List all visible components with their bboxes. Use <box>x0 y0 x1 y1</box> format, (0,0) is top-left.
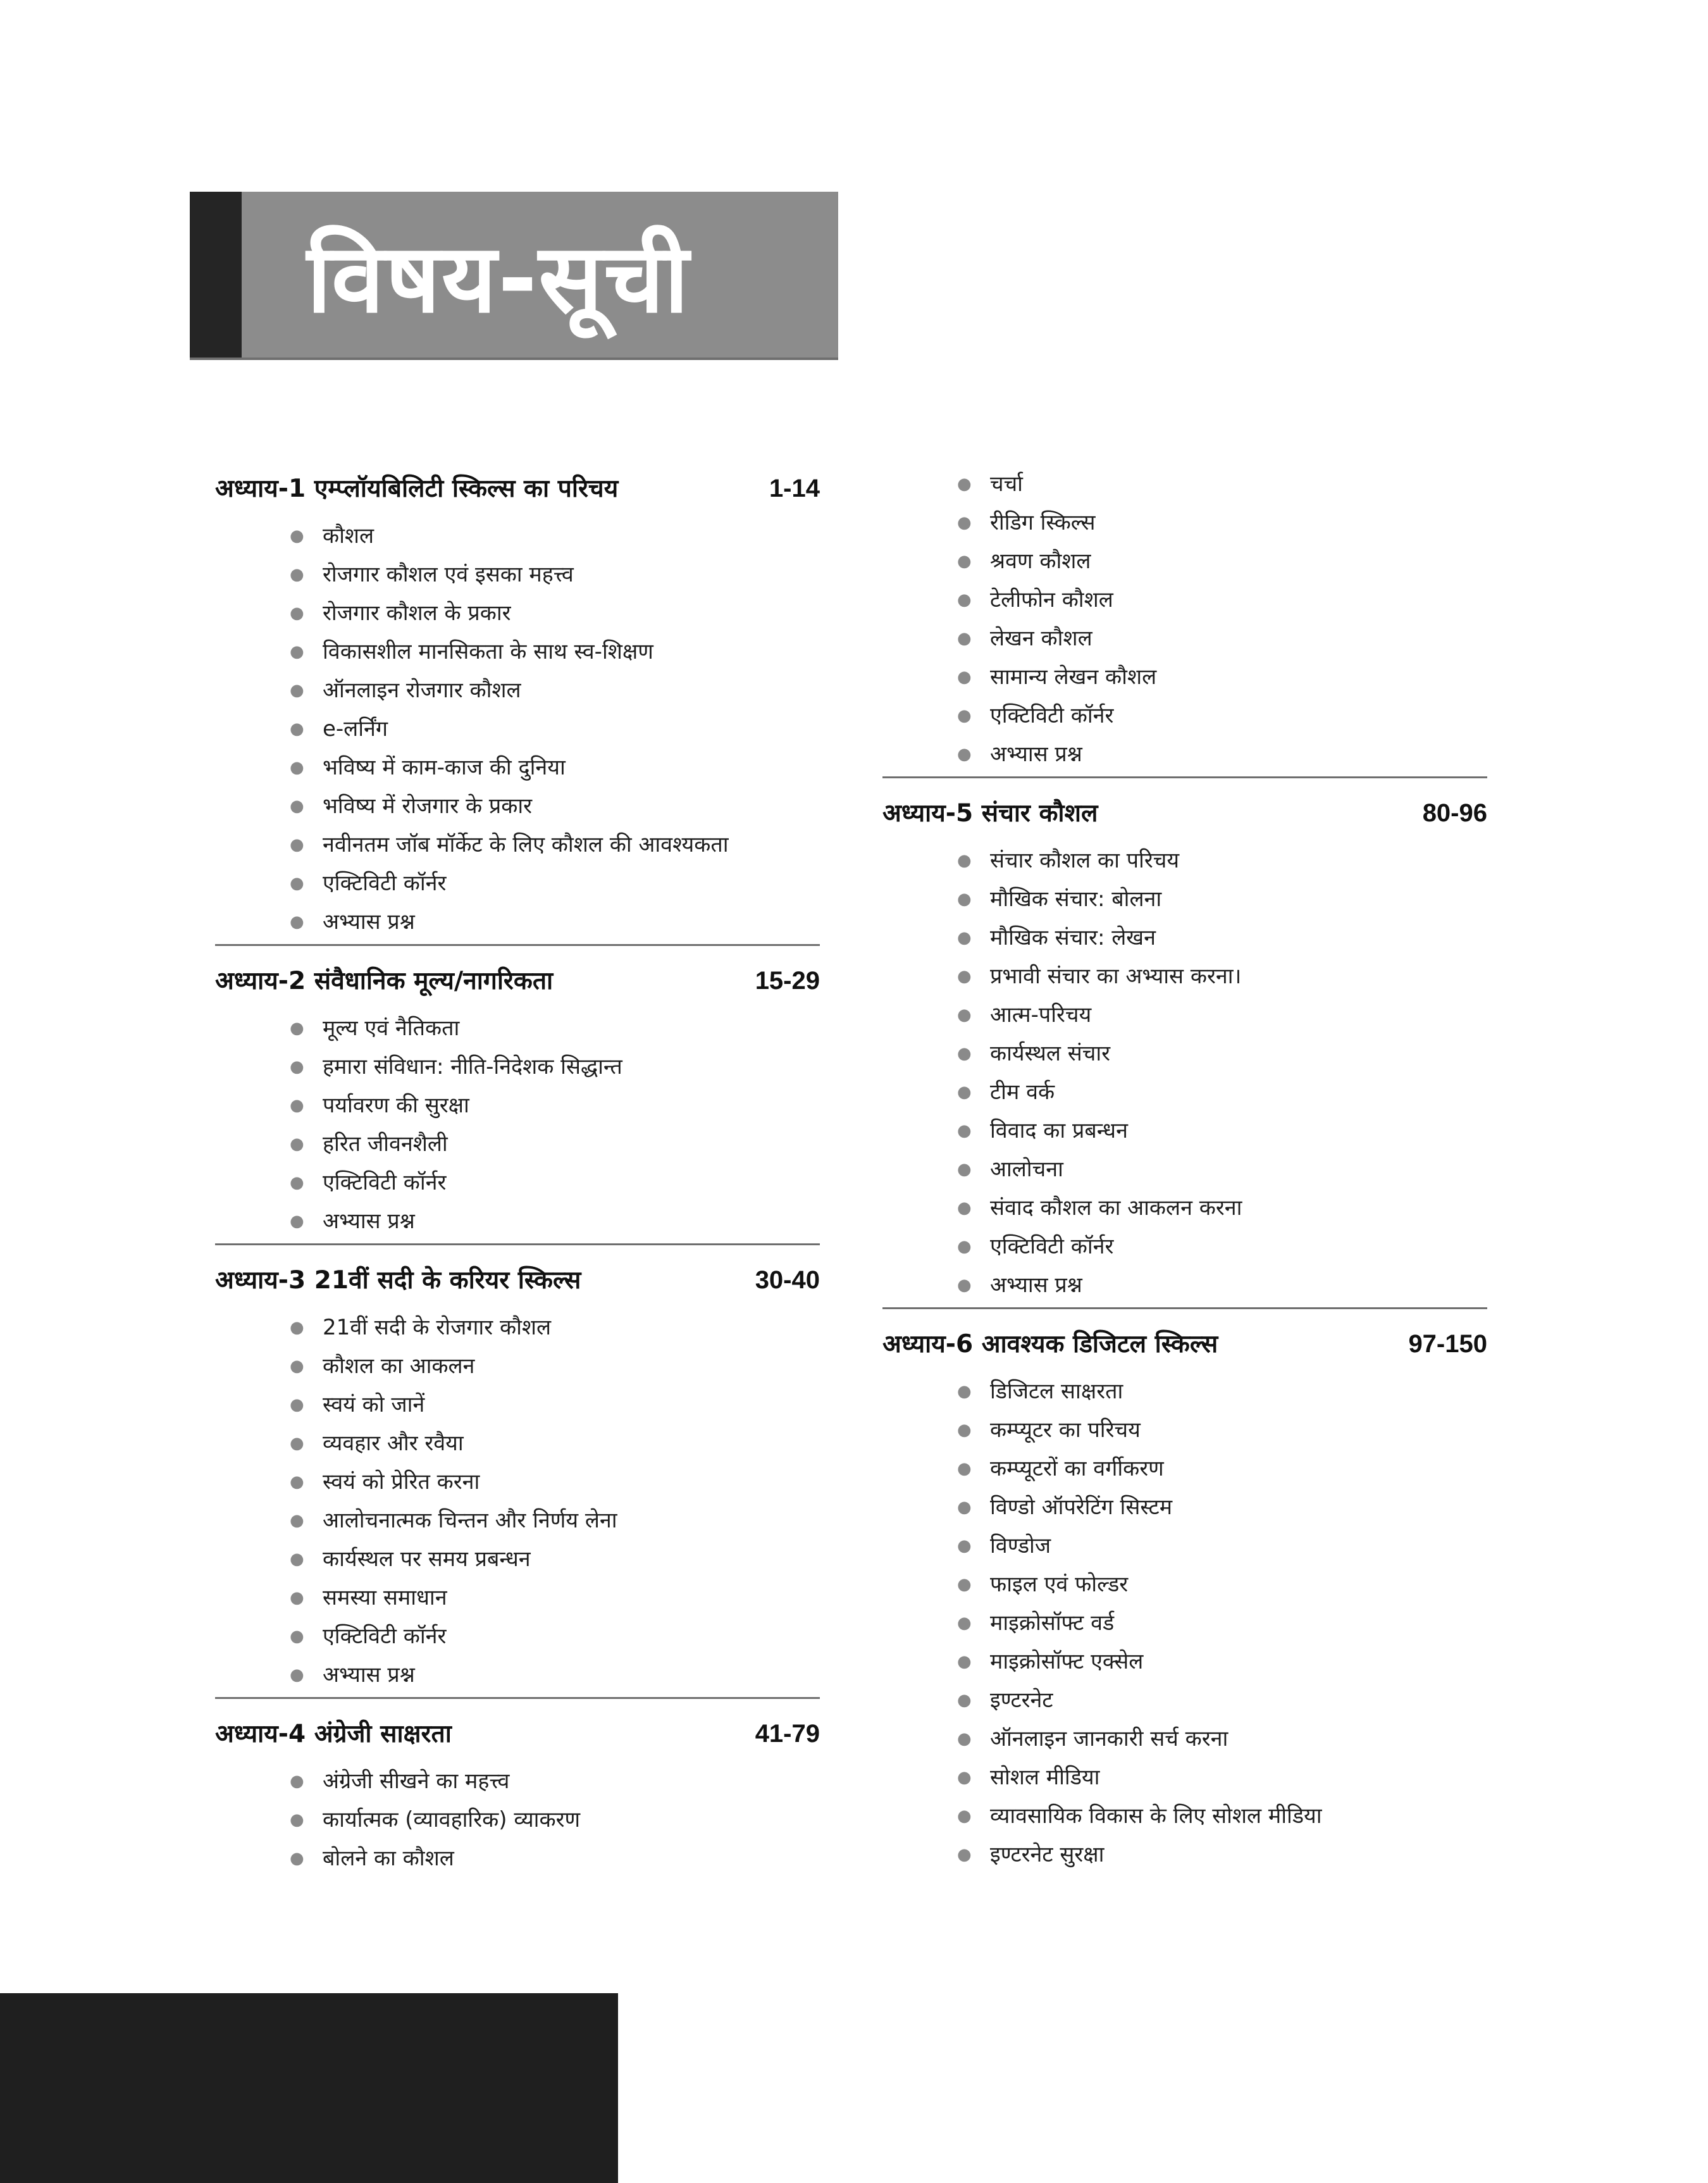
bullet-icon: ● <box>957 745 972 764</box>
title-banner-bar <box>190 192 242 358</box>
chapter-heading-row <box>215 1263 820 1297</box>
right-column <box>882 465 1487 1874</box>
bullet-icon: ● <box>290 1472 304 1491</box>
topic-item: ● आत्म-परिचय <box>990 996 1487 1035</box>
topic-list <box>882 465 1487 774</box>
topic-item: ● रोजगार कौशल के प्रकार <box>323 594 820 633</box>
bullet-icon: ● <box>957 629 972 648</box>
bullet-icon: ● <box>957 1498 972 1517</box>
topic-item: ● एक्टिविटी कॉर्नर <box>323 1164 820 1202</box>
topic-item: ● 21वीं सदी के रोजगार कौशल <box>323 1309 820 1347</box>
footer-decorative-block <box>0 1993 618 2183</box>
bullet-icon: ● <box>957 1652 972 1671</box>
topic-item: ● विकासशील मानसिकता के साथ स्व-शिक्षण <box>323 633 820 671</box>
bullet-icon: ● <box>957 1691 972 1710</box>
topic-item: ● e-लर्निंग <box>323 710 820 749</box>
topic-item: ● माइक्रोसॉफ्ट एक्सेल <box>990 1643 1487 1681</box>
topic-item: ● भविष्य में रोजगार के प्रकार <box>323 787 820 826</box>
topic-item: ● कम्प्यूटरों का वर्गीकरण <box>990 1450 1487 1488</box>
chapter-title: अध्याय-3 21वीं सदी के करियर स्किल्स <box>215 1266 581 1295</box>
topic-item: ● बोलने का कौशल <box>323 1839 820 1878</box>
topic-item: ● डिजिटल साक्षरता <box>990 1372 1487 1411</box>
topic-item: ● स्वयं को प्रेरित करना <box>323 1463 820 1502</box>
bullet-icon: ● <box>290 912 304 931</box>
chapter-4 <box>215 1697 820 1878</box>
chapter-2 <box>215 944 820 1241</box>
chapter-page-range: 1-14 <box>769 475 820 502</box>
topic-item: ● आलोचना <box>990 1150 1487 1189</box>
topic-item: ● टीम वर्क <box>990 1073 1487 1112</box>
topic-item: ● संचार कौशल का परिचय <box>990 842 1487 880</box>
topic-list <box>882 1372 1487 1874</box>
bullet-icon: ● <box>290 1057 304 1076</box>
bullet-icon: ● <box>957 1768 972 1787</box>
left-column <box>215 471 820 1878</box>
topic-item: ● रोजगार कौशल एवं इसका महत्त्व <box>323 556 820 594</box>
bullet-icon: ● <box>957 1121 972 1140</box>
bullet-icon: ● <box>957 1005 972 1024</box>
bullet-icon: ● <box>290 1019 304 1038</box>
bullet-icon: ● <box>290 1588 304 1607</box>
bullet-icon: ● <box>290 642 304 661</box>
topic-item: ● विण्डो ऑपरेटिंग सिस्टम <box>990 1488 1487 1527</box>
bullet-icon: ● <box>957 928 972 947</box>
topic-item: ● इण्टरनेट <box>990 1681 1487 1720</box>
bullet-icon: ● <box>957 1575 972 1594</box>
bullet-icon: ● <box>290 797 304 816</box>
bullet-icon: ● <box>957 1276 972 1295</box>
topic-item: ● इण्टरनेट सुरक्षा <box>990 1836 1487 1874</box>
bullet-icon: ● <box>957 590 972 609</box>
chapter-title: अध्याय-5 संचार कौशल <box>882 799 1098 828</box>
topic-item: ● श्रवण कौशल <box>990 542 1487 581</box>
bullet-icon: ● <box>290 1810 304 1829</box>
chapter-title: अध्याय-4 अंग्रेजी साक्षरता <box>215 1720 452 1748</box>
topic-item: ● मौखिक संचार: लेखन <box>990 919 1487 957</box>
bullet-icon: ● <box>957 1160 972 1179</box>
bullet-icon: ● <box>290 604 304 623</box>
bullet-icon: ● <box>957 1382 972 1401</box>
topic-item: ● भविष्य में काम-काज की दुनिया <box>323 749 820 787</box>
bullet-icon: ● <box>957 706 972 725</box>
topic-item: ● अभ्यास प्रश्न <box>990 1266 1487 1305</box>
bullet-icon: ● <box>290 1772 304 1791</box>
topic-item: ● फाइल एवं फोल्डर <box>990 1565 1487 1604</box>
topic-item: ● अभ्यास प्रश्न <box>323 903 820 942</box>
bullet-icon: ● <box>957 1083 972 1102</box>
bullet-icon: ● <box>290 1627 304 1646</box>
topic-item: ● हरित जीवनशैली <box>323 1125 820 1164</box>
bullet-icon: ● <box>290 758 304 777</box>
bullet-icon: ● <box>957 1536 972 1555</box>
topic-item: ● कौशल <box>323 517 820 556</box>
topic-item: ● कम्प्यूटर का परिचय <box>990 1411 1487 1450</box>
topic-item: ● ऑनलाइन जानकारी सर्च करना <box>990 1720 1487 1758</box>
topic-item: ● कार्यात्मक (व्यावहारिक) व्याकरण <box>323 1801 820 1839</box>
topic-list <box>882 842 1487 1305</box>
bullet-icon: ● <box>290 1395 304 1414</box>
topic-item: ● एक्टिविटी कॉर्नर <box>990 697 1487 735</box>
bullet-icon: ● <box>290 835 304 854</box>
bullet-icon: ● <box>957 552 972 571</box>
topic-item: ● पर्यावरण की सुरक्षा <box>323 1086 820 1125</box>
bullet-icon: ● <box>957 1614 972 1633</box>
bullet-icon: ● <box>957 668 972 687</box>
topic-item: ● रीडिग स्किल्स <box>990 504 1487 542</box>
bullet-icon: ● <box>290 1212 304 1231</box>
topic-item: ● एक्टिविटी कॉर्नर <box>990 1228 1487 1266</box>
topic-item: ● अभ्यास प्रश्न <box>323 1656 820 1695</box>
topic-item: ● ऑनलाइन रोजगार कौशल <box>323 671 820 710</box>
bullet-icon: ● <box>957 475 972 494</box>
chapter-1 <box>215 471 820 942</box>
topic-list <box>215 1309 820 1695</box>
bullet-icon: ● <box>290 1096 304 1115</box>
bullet-icon: ● <box>290 1550 304 1569</box>
topic-item: ● अभ्यास प्रश्न <box>323 1202 820 1241</box>
chapter-title: अध्याय-6 आवश्यक डिजिटल स्किल्स <box>882 1330 1218 1359</box>
bullet-icon: ● <box>290 681 304 700</box>
page-title: विषय-सूची <box>307 224 690 334</box>
bullet-icon: ● <box>957 1459 972 1478</box>
chapter-title: अध्याय-2 संवैधानिक मूल्य/नागरिकता <box>215 967 554 995</box>
topic-item: ● सोशल मीडिया <box>990 1758 1487 1797</box>
topic-item: ● मौखिक संचार: बोलना <box>990 880 1487 919</box>
chapter-page-range: 41-79 <box>755 1720 820 1748</box>
bullet-icon: ● <box>290 1511 304 1530</box>
chapter-heading-row <box>215 964 820 998</box>
topic-item: ● नवीनतम जॉब मॉर्केट के लिए कौशल की आवश्यकता <box>323 826 820 864</box>
bullet-icon: ● <box>290 1173 304 1192</box>
chapter-heading-row <box>882 1327 1487 1361</box>
topic-item: ● टेलीफोन कौशल <box>990 581 1487 619</box>
bullet-icon: ● <box>290 1135 304 1154</box>
bullet-icon: ● <box>290 1318 304 1337</box>
topic-item: ● आलोचनात्मक चिन्तन और निर्णय लेना <box>323 1502 820 1540</box>
topic-item: ● एक्टिविटी कॉर्नर <box>323 864 820 903</box>
chapter-6 <box>882 1307 1487 1874</box>
bullet-icon: ● <box>957 1421 972 1440</box>
topic-item: ● चर्चा <box>990 465 1487 504</box>
bullet-icon: ● <box>957 1845 972 1864</box>
topic-item: ● विण्डोज <box>990 1527 1487 1565</box>
topic-item: ● एक्टिविटी कॉर्नर <box>323 1617 820 1656</box>
topic-item: ● कार्यस्थल पर समय प्रबन्धन <box>323 1540 820 1579</box>
topic-item: ● संवाद कौशल का आकलन करना <box>990 1189 1487 1228</box>
bullet-icon: ● <box>957 1237 972 1256</box>
bullet-icon: ● <box>957 1198 972 1217</box>
bullet-icon: ● <box>957 890 972 909</box>
topic-item: ● कार्यस्थल संचार <box>990 1035 1487 1073</box>
chapter-5 <box>882 776 1487 1305</box>
chapter-page-range: 30-40 <box>755 1266 820 1294</box>
topic-item: ● कौशल का आकलन <box>323 1347 820 1386</box>
bullet-icon: ● <box>290 1434 304 1453</box>
chapter-heading-row <box>882 796 1487 830</box>
topic-item: ● विवाद का प्रबन्धन <box>990 1112 1487 1150</box>
bullet-icon: ● <box>290 1665 304 1684</box>
bullet-icon: ● <box>957 1729 972 1748</box>
bullet-icon: ● <box>957 513 972 532</box>
topic-item: ● व्यवहार और रवैया <box>323 1424 820 1463</box>
topic-list <box>215 517 820 942</box>
chapter-4-continued <box>882 465 1487 774</box>
chapter-heading-row <box>215 471 820 506</box>
bullet-icon: ● <box>957 851 972 870</box>
bullet-icon: ● <box>290 1357 304 1376</box>
topic-item: ● माइक्रोसॉफ्ट वर्ड <box>990 1604 1487 1643</box>
topic-item: ● अंग्रेजी सीखने का महत्त्व <box>323 1762 820 1801</box>
topic-list <box>215 1009 820 1241</box>
topic-item: ● समस्या समाधान <box>323 1579 820 1617</box>
chapter-page-range: 97-150 <box>1408 1330 1487 1358</box>
topic-item: ● लेखन कौशल <box>990 619 1487 658</box>
topic-list <box>215 1762 820 1878</box>
topic-item: ● अभ्यास प्रश्न <box>990 735 1487 774</box>
topic-item: ● स्वयं को जानें <box>323 1386 820 1424</box>
title-banner <box>190 192 838 358</box>
chapter-heading-row <box>215 1717 820 1751</box>
bullet-icon: ● <box>290 719 304 738</box>
bullet-icon: ● <box>957 1044 972 1063</box>
bullet-icon: ● <box>957 967 972 986</box>
topic-item: ● प्रभावी संचार का अभ्यास करना। <box>990 957 1487 996</box>
bullet-icon: ● <box>290 874 304 893</box>
chapter-title: अध्याय-1 एम्प्लॉयबिलिटी स्किल्स का परिचय <box>215 475 619 503</box>
topic-item: ● मूल्य एवं नैतिकता <box>323 1009 820 1048</box>
chapter-page-range: 80-96 <box>1422 799 1487 827</box>
bullet-icon: ● <box>957 1807 972 1825</box>
chapter-page-range: 15-29 <box>755 967 820 995</box>
chapter-3 <box>215 1243 820 1695</box>
bullet-icon: ● <box>290 565 304 584</box>
bullet-icon: ● <box>290 526 304 545</box>
topic-item: ● हमारा संविधान: नीति-निदेशक सिद्धान्त <box>323 1048 820 1086</box>
bullet-icon: ● <box>290 1849 304 1868</box>
topic-item: ● सामान्य लेखन कौशल <box>990 658 1487 697</box>
topic-item: ● व्यावसायिक विकास के लिए सोशल मीडिया <box>990 1797 1487 1836</box>
